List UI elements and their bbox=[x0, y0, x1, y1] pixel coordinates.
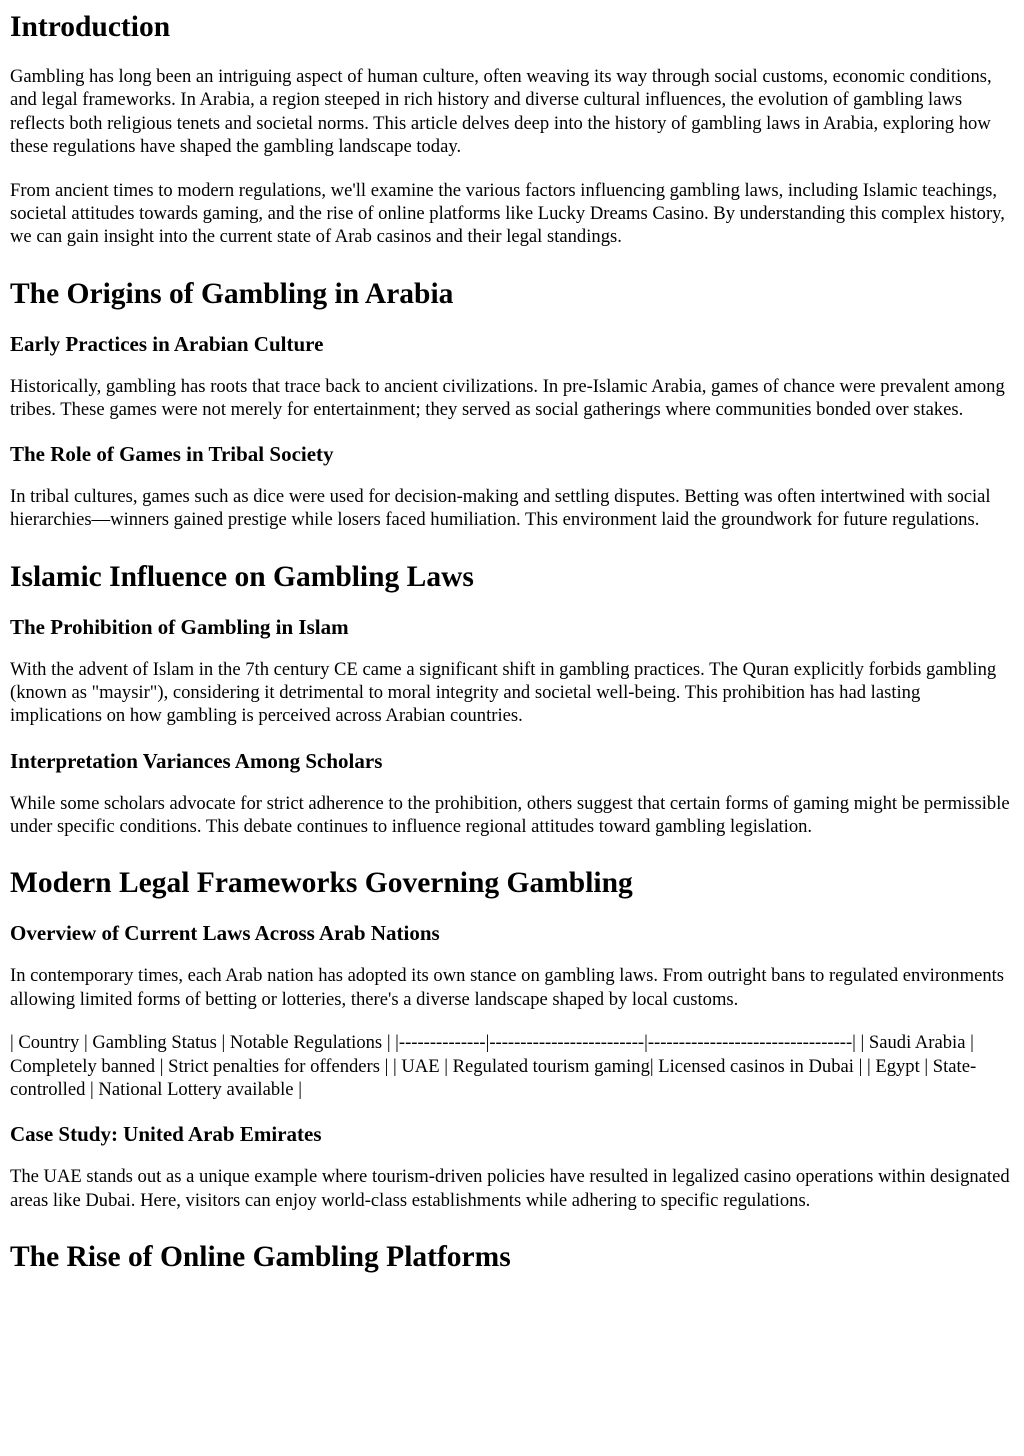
section-heading-islamic-influence: Islamic Influence on Gambling Laws bbox=[10, 560, 474, 593]
intro-paragraph-2: From ancient times to modern regulations, we'll examine the various factors influencing gambling laws, including Islamic teachings, societal attitudes towards gaming, and the rise of online platforms like Lucky Dreams Casino. By understanding this complex history, we can gain insight into the current state of Arab casinos and their legal standings. bbox=[10, 179, 1005, 248]
subheading-interpretation: Interpretation Variances Among Scholars bbox=[10, 748, 383, 773]
paragraph-early-practices: Historically, gambling has roots that trace back to ancient civilizations. In pre-Islamic Arabia, games of chance were prevalent among tribes. These games were not merely for entertainment; they served as social gatherings where communities bonded over stakes. bbox=[10, 375, 1005, 420]
section-heading-modern-frameworks: Modern Legal Frameworks Governing Gambling bbox=[10, 867, 633, 900]
paragraph-current-laws: In contemporary times, each Arab nation has adopted its own stance on gambling laws. From outright bans to regulated environments allowing limited forms of betting or lotteries, there's a diverse landscape shaped by local customs. bbox=[10, 965, 1005, 1010]
subheading-tribal-society: The Role of Games in Tribal Society bbox=[10, 442, 334, 467]
raw-markdown-table-text: | Country | Gambling Status | Notable Regulations | |--------------|-------------------------|---------------------------------| | Saudi Arabia | Completely banned | Strict penalties for offenders | | UAE | Regulated tourism gaming| Licensed casinos in Dubai | | Egypt | State-controlled | National Lottery available | bbox=[10, 1032, 977, 1100]
subheading-uae-case-study: Case Study: United Arab Emirates bbox=[10, 1122, 322, 1147]
paragraph-interpretation: While some scholars advocate for strict adherence to the prohibition, others suggest that certain forms of gaming might be permissible under specific conditions. This debate continues to influence regional attitudes toward gambling legislation. bbox=[10, 792, 1010, 837]
section-heading-origins: The Origins of Gambling in Arabia bbox=[10, 277, 454, 310]
subheading-prohibition: The Prohibition of Gambling in Islam bbox=[10, 614, 349, 639]
paragraph-tribal-society: In tribal cultures, games such as dice were used for decision-making and settling disputes. Betting was often intertwined with social hierarchies—winners gained prestige while losers faced humiliation. This environment laid the groundwork for future regulations. bbox=[10, 486, 991, 531]
section-heading-online-platforms: The Rise of Online Gambling Platforms bbox=[10, 1240, 511, 1273]
intro-paragraph-1: Gambling has long been an intriguing aspect of human culture, often weaving its way through social customs, economic conditions, and legal frameworks. In Arabia, a region steeped in rich history and diverse cultural influences, the evolution of gambling laws reflects both religious tenets and societal norms. This article delves deep into the history of gambling laws in Arabia, exploring how these regulations have shaped the gambling landscape today. bbox=[10, 66, 992, 157]
section-heading-introduction: Introduction bbox=[10, 11, 171, 43]
paragraph-prohibition: With the advent of Islam in the 7th century CE came a significant shift in gambling practices. The Quran explicitly forbids gambling (known as "maysir"), considering it detrimental to moral integrity and societal well-being. This prohibition has had lasting implications on how gambling is perceived across Arabian countries. bbox=[10, 658, 997, 727]
paragraph-uae-case-study: The UAE stands out as a unique example where tourism-driven policies have resulted in legalized casino operations within designated areas like Dubai. Here, visitors can enjoy world-class establishments while adhering to specific regulations. bbox=[10, 1166, 1010, 1211]
article bbox=[0, 10, 1024, 1274]
subheading-current-laws: Overview of Current Laws Across Arab Nations bbox=[10, 921, 440, 946]
subheading-early-practices: Early Practices in Arabian Culture bbox=[10, 331, 324, 356]
